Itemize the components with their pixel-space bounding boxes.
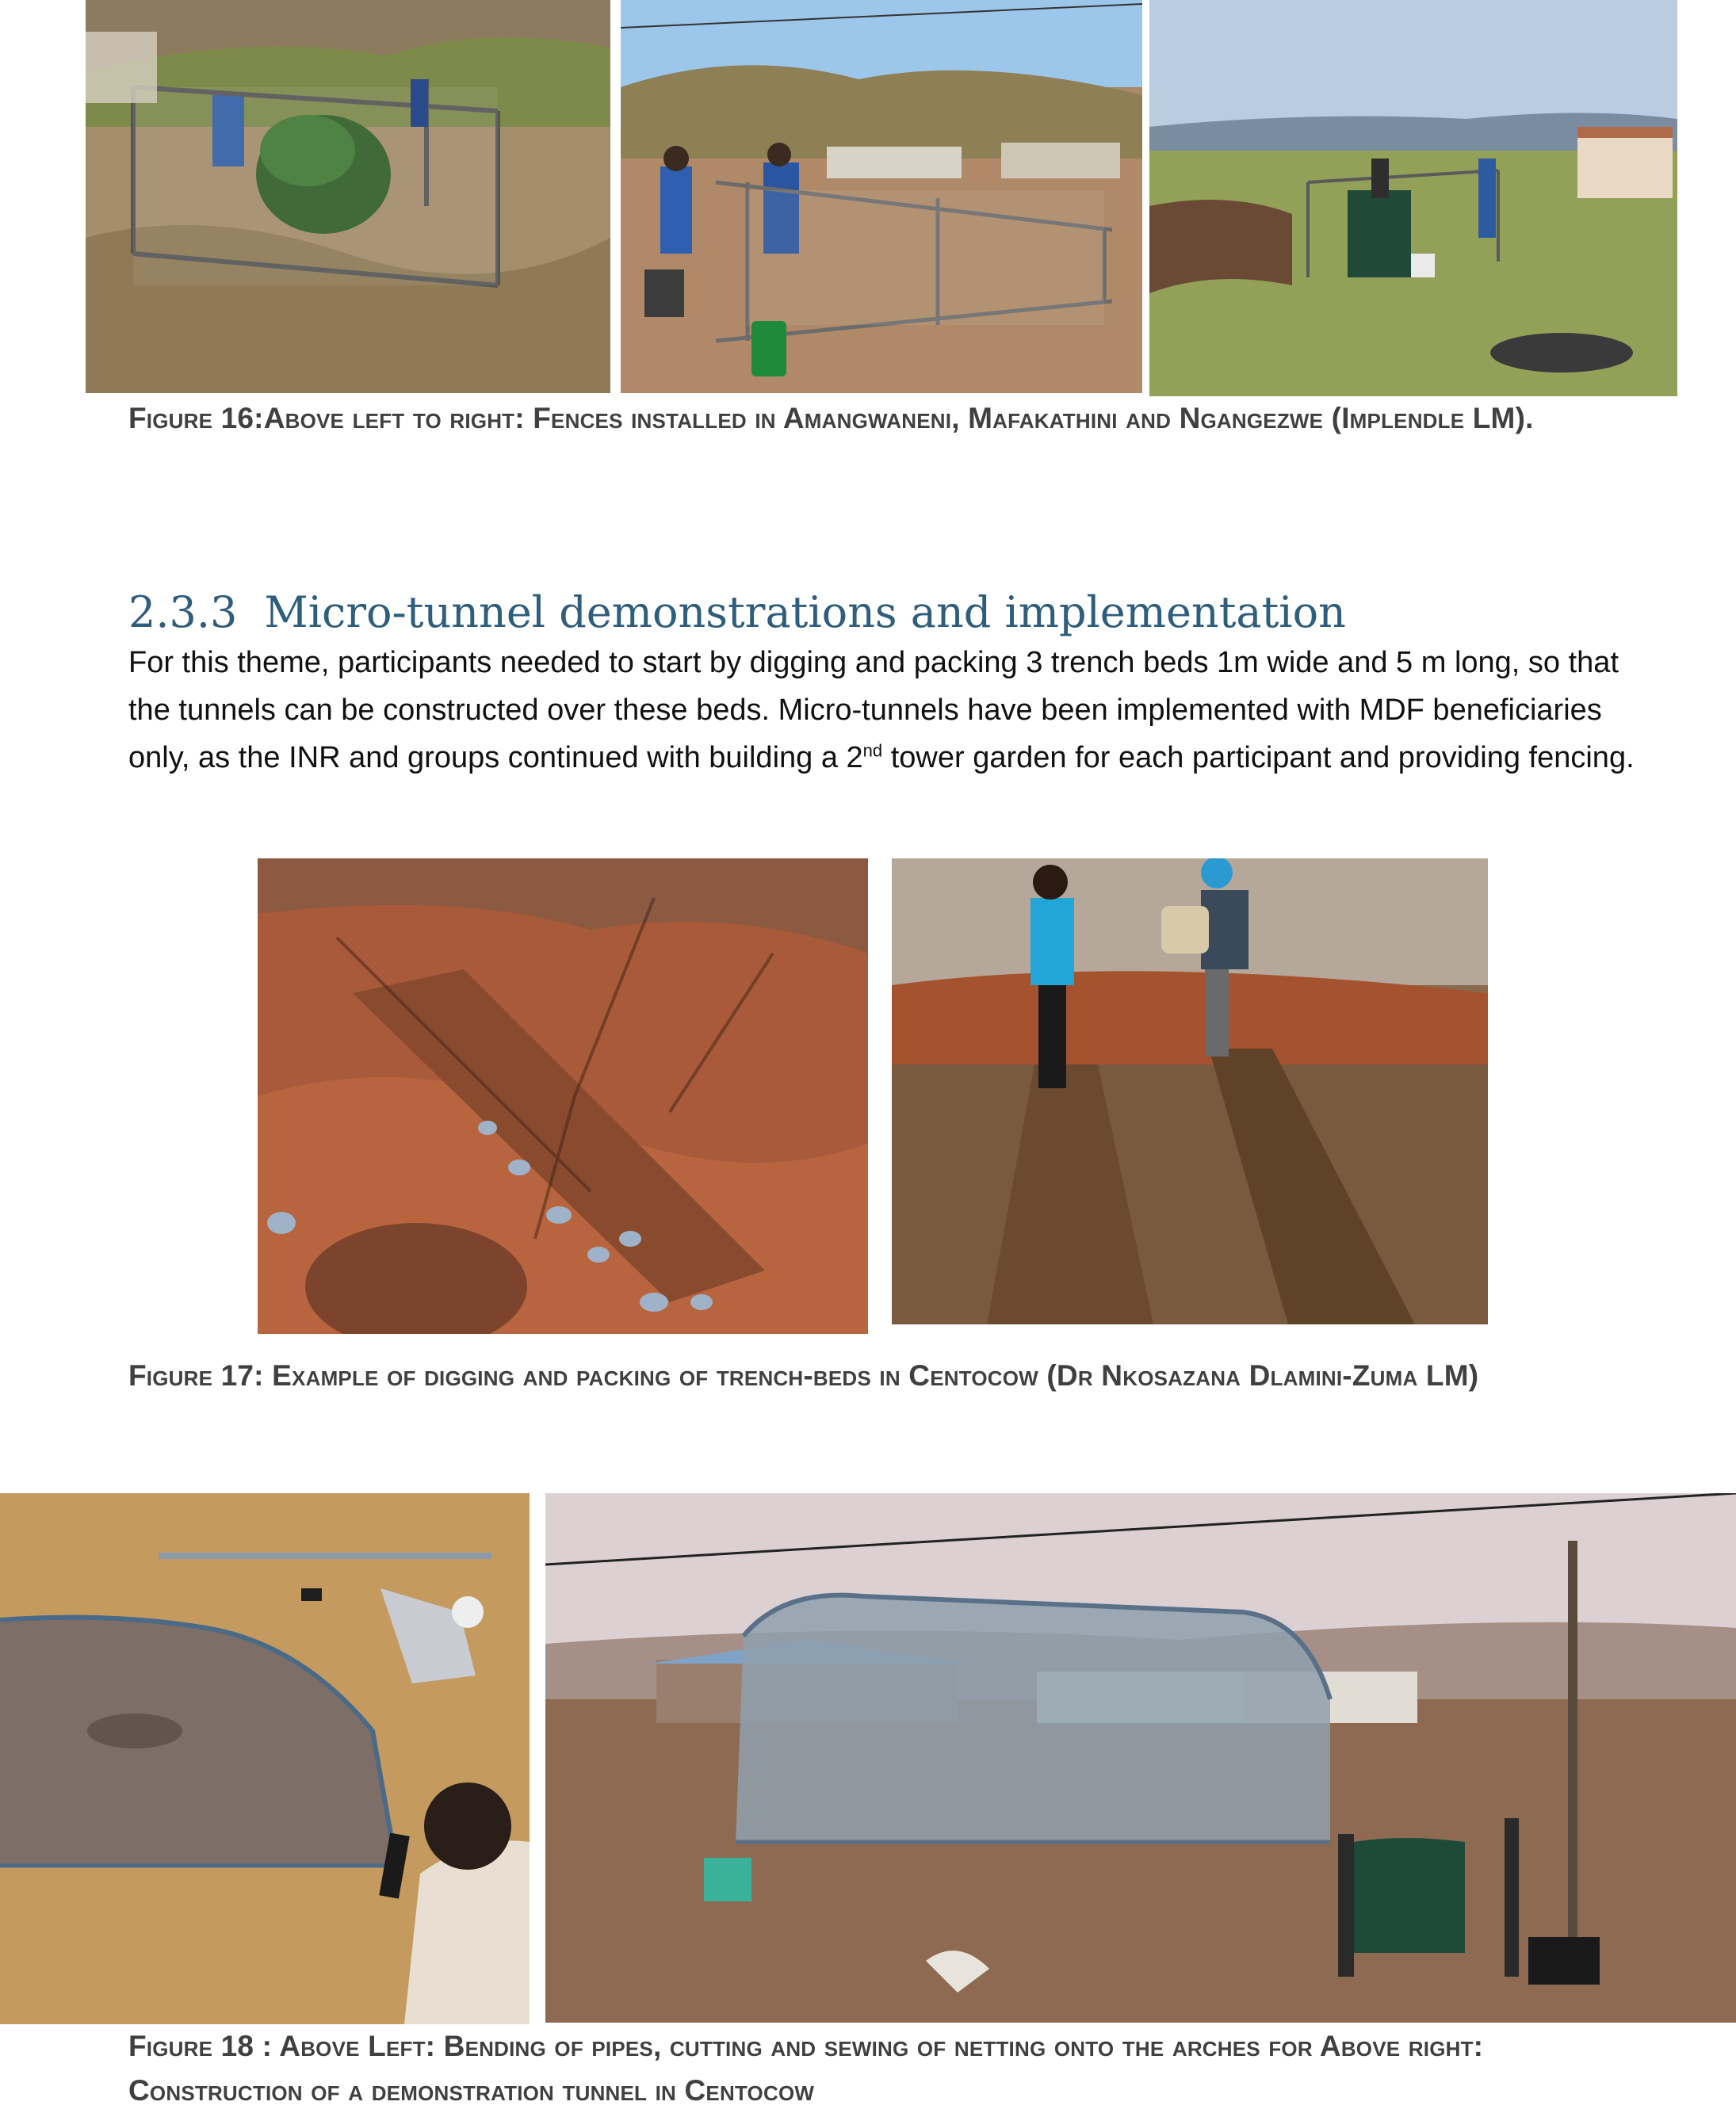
paragraph-text-part-2: tower garden for each participant and providing fencing.	[882, 741, 1635, 774]
paragraph-superscript: nd	[862, 740, 883, 761]
demonstration-tunnel-photo	[545, 1493, 1736, 2023]
netting-sewing-photo	[0, 1493, 530, 2024]
section-paragraph	[128, 639, 1635, 781]
section-heading	[128, 585, 1635, 640]
figure-18-caption: Figure 18 : Above Left: Bending of pipes, cutting and sewing of netting onto the arches for Above right: Construction of a demonstration tunnel in Centocow	[128, 2030, 1484, 2107]
paragraph-text-part-1: For this theme, participants needed to start by digging and packing 3 trench beds 1m wide and 5 m long, so that the tunnels can be constructed over these beds. Micro-tunnels have been implemented with MDF beneficiaries only, as the INR and groups continued with building a 2	[128, 646, 1619, 774]
figure-17-caption: Figure 17: Example of digging and packing of trench-beds in Centocow (Dr Nkosazana Dlamini-Zuma LM)	[128, 1359, 1479, 1392]
section-title: Micro-tunnel demonstrations and implementation	[264, 587, 1346, 637]
fence-photo-ngangezwe	[1149, 0, 1677, 396]
fence-photo-amangwaneni	[86, 0, 610, 393]
trench-photo-digging	[258, 858, 868, 1334]
section-number: 2.3.3	[128, 587, 238, 637]
figure-16-caption: Figure 16:Above left to right: Fences installed in Amangwaneni, Mafakathini and Ngangezwe (Implendle LM).	[128, 402, 1534, 434]
trench-photo-packing	[892, 858, 1488, 1324]
fence-photo-mafakathini	[621, 0, 1142, 393]
